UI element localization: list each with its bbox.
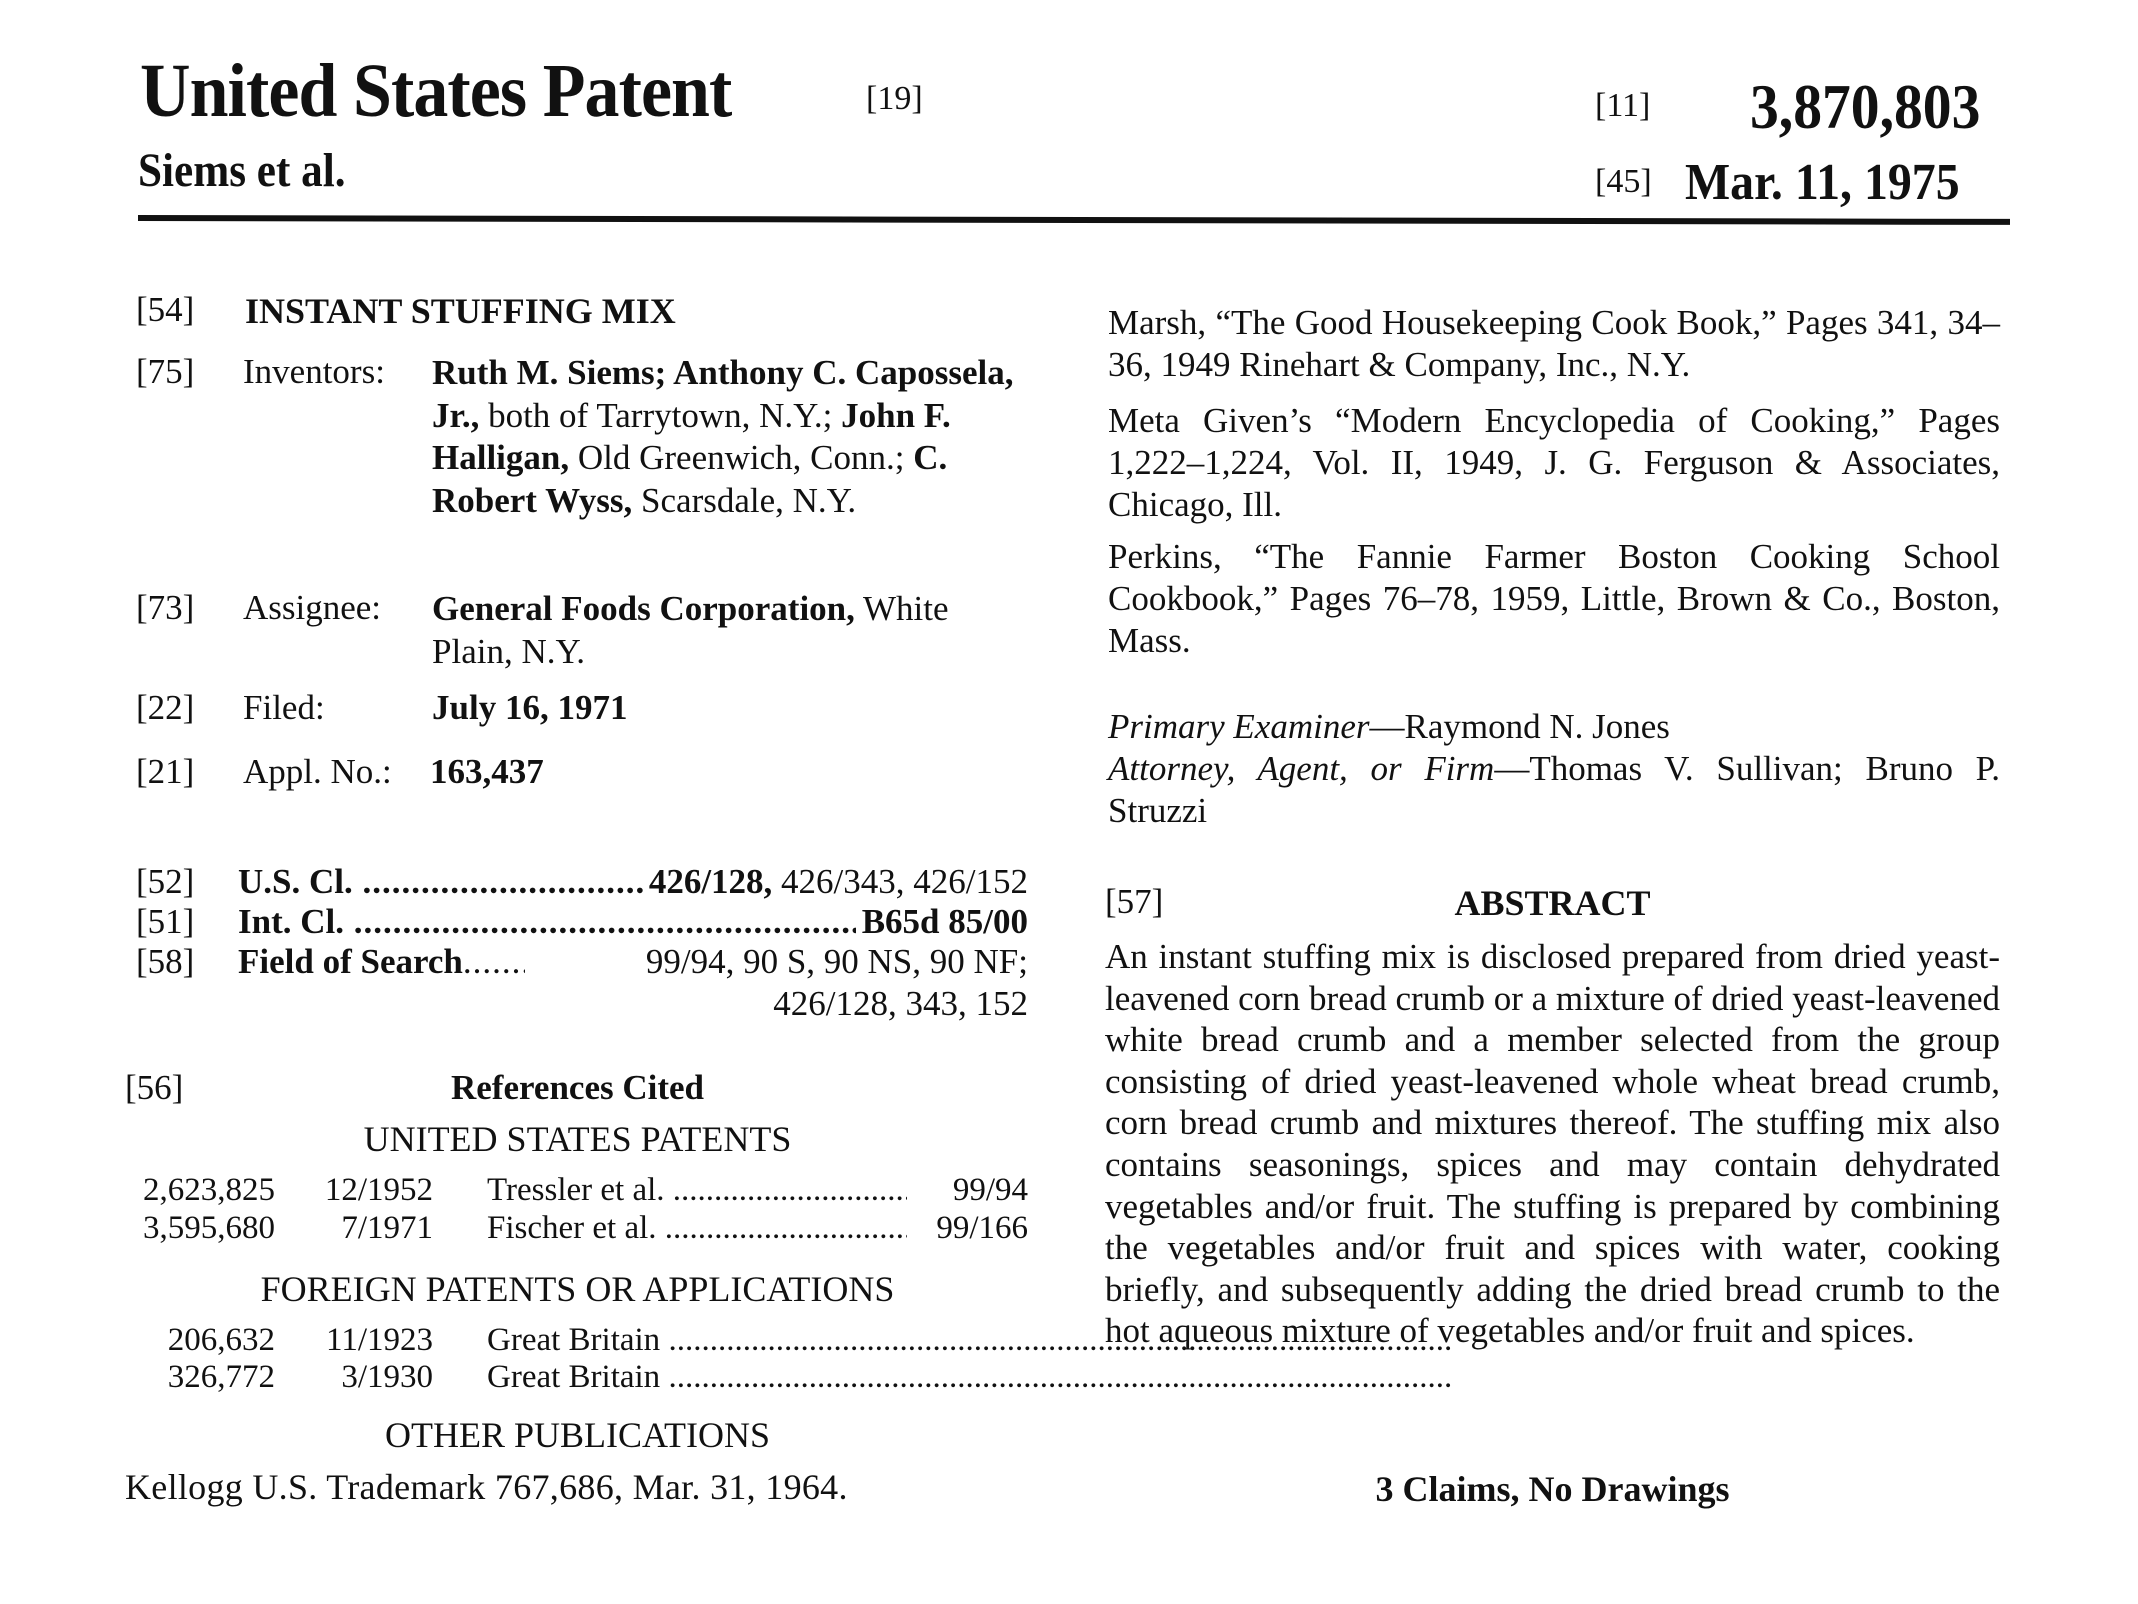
- inid-code-57: [57]: [1105, 882, 1164, 921]
- publication-marsh: Marsh, “The Good Housekeeping Cook Book,” Pages 341, 34–36, 1949 Rinehart & Company, Inc., N.Y.: [1108, 303, 2000, 384]
- publication-perkins: Perkins, “The Fannie Farmer Boston Cooking School Cookbook,” Pages 76–78, 1959, Little, Brown & Co., Boston, Mass.: [1108, 537, 2000, 660]
- inid-code-45: [45]: [1595, 163, 1652, 200]
- inid-code-51: [51]: [136, 902, 195, 941]
- inventors-label: Inventors:: [243, 352, 385, 391]
- inventor-names-3: C. Robert Wyss,: [432, 438, 948, 520]
- us-patent-row: [125, 1172, 1028, 1210]
- attorney-name: Thomas V. Sullivan; Bruno P. Struzzi: [1108, 749, 2001, 830]
- patent-number-cell: 326,772: [167, 1359, 275, 1395]
- field-of-search-leader: [463, 942, 525, 982]
- foreign-patent-row: [125, 1322, 1028, 1360]
- inid-code-58: [58]: [136, 942, 195, 981]
- attorney-line: [1108, 748, 2000, 832]
- assignee-label: Assignee:: [243, 588, 382, 627]
- em-dash: —: [1494, 749, 1530, 788]
- appl-no-value: 163,437: [430, 752, 544, 791]
- us-class-label: U.S. Cl. .....: [238, 862, 643, 902]
- int-class-label: Int. Cl. .....: [238, 902, 856, 942]
- publication-given: Meta Given’s “Modern Encyclopedia of Cooking,” Pages 1,222–1,224, Vol. II, 1949, J. G. Ferguson & Associates, Chicago, Ill.: [1108, 401, 2000, 524]
- attorney-label: Attorney, Agent, or Firm: [1108, 749, 1495, 788]
- inventor-location-1: both of Tarrytown, N.Y.;: [479, 395, 842, 435]
- patent-class-cell: 99/166: [932, 1210, 1028, 1247]
- publication-kellogg: Kellogg U.S. Trademark 767,686, Mar. 31, 1964.: [125, 1467, 848, 1507]
- inventors-value: [432, 352, 1042, 522]
- filed-date: July 16, 1971: [432, 688, 628, 727]
- inid-code-19: [19]: [866, 80, 923, 117]
- assignee-location: White Plain, N.Y.: [432, 589, 949, 671]
- inventor-location-3: Scarsdale, N.Y.: [632, 480, 857, 520]
- inid-code-52: [52]: [136, 862, 195, 901]
- field-of-search-line2: 426/128, 343, 152: [773, 984, 1028, 1023]
- us-class-row: [238, 862, 1028, 902]
- patent-name-cell: Fischer et al. .....: [487, 1210, 907, 1247]
- patent-date-cell: 11/1923: [326, 1322, 433, 1358]
- inid-code-22: [22]: [136, 688, 195, 727]
- us-patent-row: [125, 1210, 1028, 1248]
- claims-summary: 3 Claims, No Drawings: [1375, 1469, 1730, 1509]
- primary-examiner-line: [1108, 706, 2000, 748]
- patent-class-cell: 99/94: [949, 1172, 1028, 1209]
- em-dash: —: [1369, 707, 1405, 746]
- patent-name-cell: Tressler et al. .....: [487, 1172, 907, 1209]
- patent-date-cell: 3/1930: [341, 1359, 433, 1395]
- inid-code-56: [56]: [125, 1068, 184, 1107]
- patent-number: 3,870,803: [1750, 71, 1981, 142]
- inventor-names-1: Ruth M. Siems; Anthony C. Capossela, Jr.,: [432, 353, 1014, 435]
- foreign-patents-heading: FOREIGN PATENTS OR APPLICATIONS: [260, 1269, 895, 1309]
- foreign-patent-row: [125, 1359, 1028, 1397]
- primary-examiner-label: Primary Examiner: [1108, 707, 1370, 746]
- abstract-heading: ABSTRACT: [1454, 883, 1651, 923]
- inid-code-21: [21]: [136, 752, 195, 791]
- inid-code-73: [73]: [136, 588, 195, 627]
- appl-no-label: Appl. No.:: [243, 752, 392, 791]
- primary-examiner-name: Raymond N. Jones: [1404, 707, 1670, 746]
- field-of-search-label: Field of Search: [238, 942, 463, 981]
- patent-number-cell: 3,595,680: [143, 1210, 275, 1246]
- header-divider: [138, 215, 2010, 225]
- int-class-row: [238, 902, 1028, 942]
- patent-country-cell: Great Britain .....: [487, 1322, 907, 1359]
- inid-code-11: [11]: [1595, 87, 1651, 124]
- patent-title-heading: United States Patent: [140, 49, 732, 133]
- abstract-text: An instant stuffing mix is disclosed prepared from dried yeast-leavened corn bread crumb or a mixture of dried yeast-leavened white bread crumb and a member selected from the group consisting of dried yeast-leavened whole wheat bread crumb, corn bread crumb and mixtures thereof. The stuffing mix also contains seasonings, spices and may contain dehydrated vegetables and/or fruit. The stuffing is prepared by combining the vegetables and/or fruit and spices with water, cooking briefly, and subsequently adding the dried bread crumb to the hot aqueous mixture of vegetables and/or fruit and spices.: [1105, 937, 2000, 1351]
- field-of-search-line1: 99/94, 90 S, 90 NS, 90 NF;: [645, 942, 1028, 981]
- inventor-names-2: John F. Halligan,: [432, 395, 951, 477]
- field-of-search-row: [238, 942, 1028, 982]
- us-class-values: [643, 862, 1028, 902]
- patent-date-cell: 12/1952: [324, 1172, 433, 1208]
- inventor-location-2: Old Greenwich, Conn.;: [569, 438, 914, 477]
- references-heading: References Cited: [451, 1068, 704, 1107]
- us-patents-heading: UNITED STATES PATENTS: [363, 1119, 792, 1159]
- assignee-name: General Foods Corporation,: [432, 589, 855, 628]
- patent-number-cell: 206,632: [167, 1322, 275, 1358]
- issue-date: Mar. 11, 1975: [1685, 154, 1960, 211]
- invention-title: INSTANT STUFFING MIX: [245, 291, 676, 331]
- inid-code-75: [75]: [136, 352, 195, 391]
- other-publications-heading: OTHER PUBLICATIONS: [384, 1415, 770, 1455]
- patent-date-cell: 7/1971: [341, 1210, 433, 1246]
- us-class-secondary: 426/343, 426/152: [772, 862, 1028, 901]
- filed-label: Filed:: [243, 688, 325, 727]
- inventor-short-name: Siems et al.: [138, 144, 346, 197]
- inid-code-54: [54]: [136, 290, 195, 329]
- patent-number-cell: 2,623,825: [143, 1172, 275, 1208]
- patent-country-cell: Great Britain .....: [487, 1359, 907, 1396]
- us-class-primary: 426/128,: [648, 862, 773, 901]
- int-class-value: B65d 85/00: [861, 902, 1028, 941]
- assignee-value: [432, 588, 1032, 673]
